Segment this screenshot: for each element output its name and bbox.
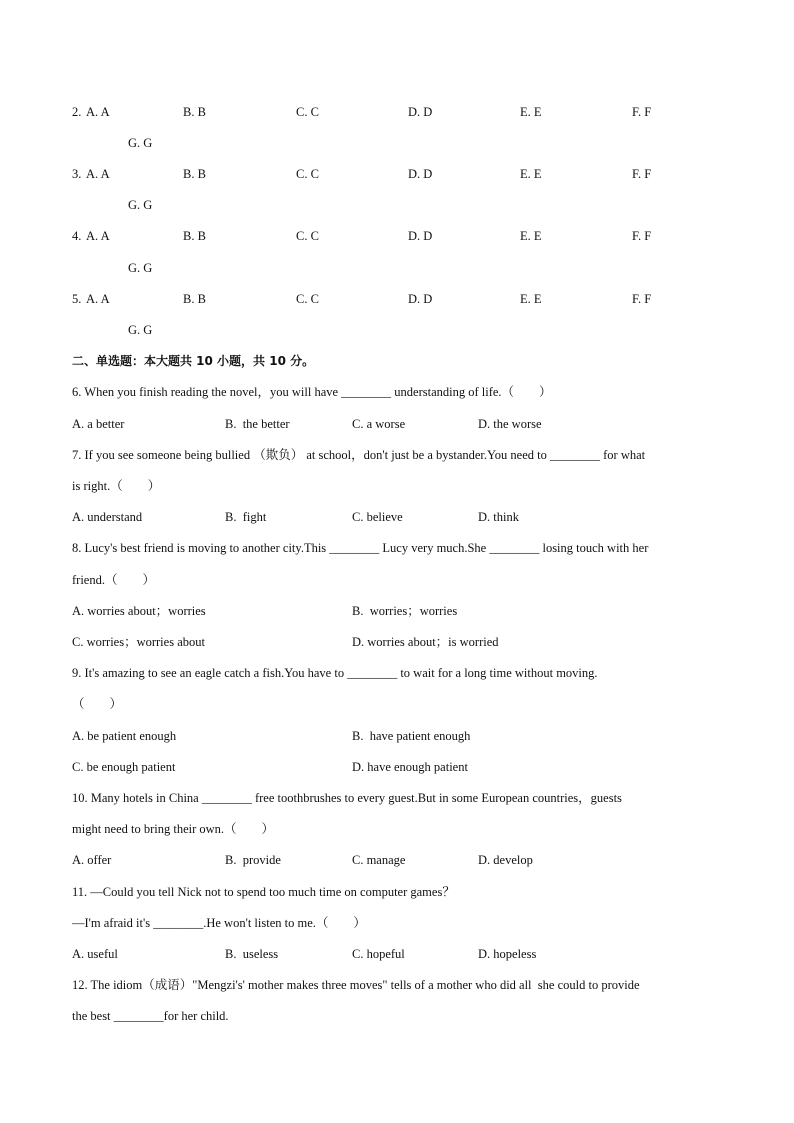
- option-g: G. G: [128, 136, 153, 150]
- option-c: C. C: [296, 229, 319, 243]
- option-d: D. think: [478, 510, 519, 524]
- question-number: 4.: [72, 229, 82, 243]
- option-a: A. worries about；worries: [72, 604, 206, 618]
- option-c: C. a worse: [352, 417, 406, 431]
- option-a: A. A: [86, 229, 110, 243]
- option-g: G. G: [128, 198, 153, 212]
- option-f: F. F: [632, 167, 652, 181]
- option-c: C. C: [296, 105, 319, 119]
- option-c: C. hopeful: [352, 947, 405, 961]
- option-c: C. worries；worries about: [72, 635, 205, 649]
- option-a: A. a better: [72, 417, 125, 431]
- option-f: F. F: [632, 105, 652, 119]
- option-c: C. be enough patient: [72, 760, 176, 774]
- option-g: G. G: [128, 261, 153, 275]
- option-a: A. A: [86, 167, 110, 181]
- question-text-cont: is right.（ ）: [72, 479, 161, 493]
- option-a: A. A: [86, 105, 110, 119]
- option-c: C. believe: [352, 510, 403, 524]
- question-text-cont: the best ________for her child.: [72, 1009, 229, 1023]
- option-c: C. manage: [352, 853, 406, 867]
- option-b: B. B: [183, 229, 206, 243]
- option-d: D. have enough patient: [352, 760, 468, 774]
- option-g: G. G: [128, 323, 153, 337]
- question-text-cont: —I'm afraid it's ________.He won't listen to me.（ ）: [72, 916, 366, 930]
- option-b: B. fight: [225, 510, 267, 524]
- section-heading: 二、单选题：本大题共 10 小题，共 10 分。: [72, 354, 315, 368]
- option-b: B. worries；worries: [352, 604, 458, 618]
- option-e: E. E: [520, 105, 542, 119]
- question-text: 6. When you finish reading the novel，you will have ________ understanding of life.（ ）: [72, 385, 552, 399]
- option-c: C. C: [296, 167, 319, 181]
- option-a: A. A: [86, 292, 110, 306]
- option-d: D. hopeless: [478, 947, 537, 961]
- question-text-cont: might need to bring their own.（ ）: [72, 822, 275, 836]
- question-text: 12. The idiom（成语）"Mengzi's' mother makes three moves" tells of a mother who did all she could to provide: [72, 978, 640, 992]
- option-b: B. have patient enough: [352, 729, 471, 743]
- question-number: 5.: [72, 292, 82, 306]
- option-f: F. F: [632, 292, 652, 306]
- question-text: 9. It's amazing to see an eagle catch a fish.You have to ________ to wait for a long time without moving.: [72, 666, 598, 680]
- question-text-cont: friend.（ ）: [72, 573, 155, 587]
- option-d: D. D: [408, 105, 433, 119]
- option-b: B. B: [183, 167, 206, 181]
- option-d: D. develop: [478, 853, 533, 867]
- option-a: A. offer: [72, 853, 112, 867]
- option-e: E. E: [520, 167, 542, 181]
- option-e: E. E: [520, 292, 542, 306]
- option-e: E. E: [520, 229, 542, 243]
- option-d: D. the worse: [478, 417, 542, 431]
- question-text: 11. —Could you tell Nick not to spend too much time on computer games？: [72, 885, 455, 899]
- option-d: D. D: [408, 229, 433, 243]
- option-b: B. B: [183, 105, 206, 119]
- option-c: C. C: [296, 292, 319, 306]
- option-f: F. F: [632, 229, 652, 243]
- question-number: 2.: [72, 105, 82, 119]
- option-d: D. worries about；is worried: [352, 635, 499, 649]
- option-a: A. understand: [72, 510, 143, 524]
- question-number: 3.: [72, 167, 82, 181]
- option-a: A. be patient enough: [72, 729, 177, 743]
- question-text: 8. Lucy's best friend is moving to another city.This ________ Lucy very much.She ________ losing touch with her: [72, 541, 649, 555]
- option-b: B. provide: [225, 853, 281, 867]
- question-text: 10. Many hotels in China ________ free toothbrushes to every guest.But in some European countries，guests: [72, 791, 622, 805]
- option-b: B. B: [183, 292, 206, 306]
- option-b: B. useless: [225, 947, 279, 961]
- option-d: D. D: [408, 292, 433, 306]
- option-a: A. useful: [72, 947, 118, 961]
- question-text-cont: （ ）: [72, 697, 123, 711]
- question-text: 7. If you see someone being bullied （欺负） at school，don't just be a bystander.You need to ________ for what: [72, 448, 646, 462]
- option-d: D. D: [408, 167, 433, 181]
- option-b: B. the better: [225, 417, 290, 431]
